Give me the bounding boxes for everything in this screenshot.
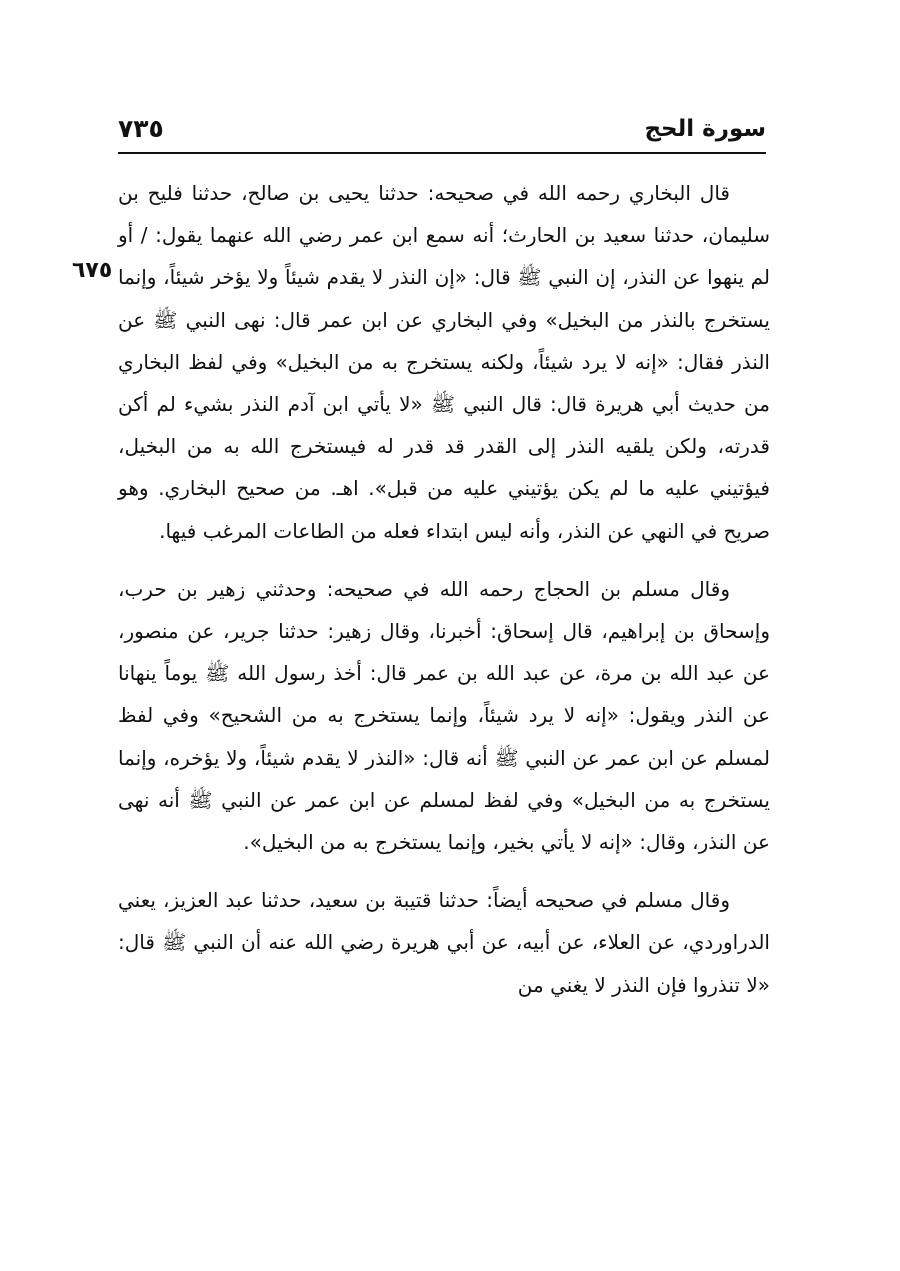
- page-header: [118, 112, 766, 154]
- page-number: ٧٣٥: [118, 114, 164, 143]
- surah-title: سورة الحج: [644, 116, 766, 142]
- paragraph: وقال مسلم بن الحجاج رحمه الله في صحيحه: وحدثني زهير بن حرب، وإسحاق بن إبراهيم، قال إسحاق: أخبرنا، وقال زهير: حدثنا جرير، عن منصور، عن عبد الله بن مرة، عن عبد الله بن عمر قال: أخذ رسول الله ﷺ يوماً ينهانا عن النذر ويقول: «إنه لا يرد شيئاً، وإنما يستخرج به من الشحيح» وفي لفظ لمسلم عن ابن عمر عن النبي ﷺ أنه قال: «النذر لا يقدم شيئاً، ولا يؤخره، وإنما يستخرج به من البخيل» وفي لفظ لمسلم عن ابن عمر عن النبي ﷺ أنه نهى عن النذر، وقال: «إنه لا يأتي بخير، وإنما يستخرج به من البخيل».: [118, 576, 770, 855]
- paragraph: وقال مسلم في صحيحه أيضاً: حدثنا قتيبة بن سعيد، حدثنا عبد العزيز، يعني الدراوردي، عن العلاء، عن أبيه، عن أبي هريرة رضي الله عنه أن النبي ﷺ قال: «لا تنذروا فإن النذر لا يغني من: [118, 888, 770, 997]
- margin-reference-number: ٦٧٥: [72, 258, 113, 283]
- body-text: [118, 172, 770, 1022]
- paragraph: قال البخاري رحمه الله في صحيحه: حدثنا يحيى بن صالح، حدثنا فليح بن سليمان، حدثنا سعيد بن الحارث؛ أنه سمع ابن عمر رضي الله عنهما يقول: / أو لم ينهوا عن النذر، إن النبي ﷺ قال: «إن النذر لا يقدم شيئاً ولا يؤخر شيئاً، وإنما يستخرج بالنذر من البخيل» وفي البخاري عن ابن عمر قال: نهى النبي ﷺ عن النذر فقال: «إنه لا يرد شيئاً، ولكنه يستخرج به من البخيل» وفي لفظ البخاري من حديث أبي هريرة قال: قال النبي ﷺ «لا يأتي ابن آدم النذر بشيء لم أكن قدرته، ولكن يلقيه النذر إلى القدر قد قدر له فيستخرج الله به من البخيل، فيؤتيني عليه ما لم يكن يؤتيني عليه من قبل». اهـ. من صحيح البخاري. وهو صريح في النهي عن النذر، وأنه ليس ابتداء فعله من الطاعات المرغب فيها.: [118, 181, 770, 543]
